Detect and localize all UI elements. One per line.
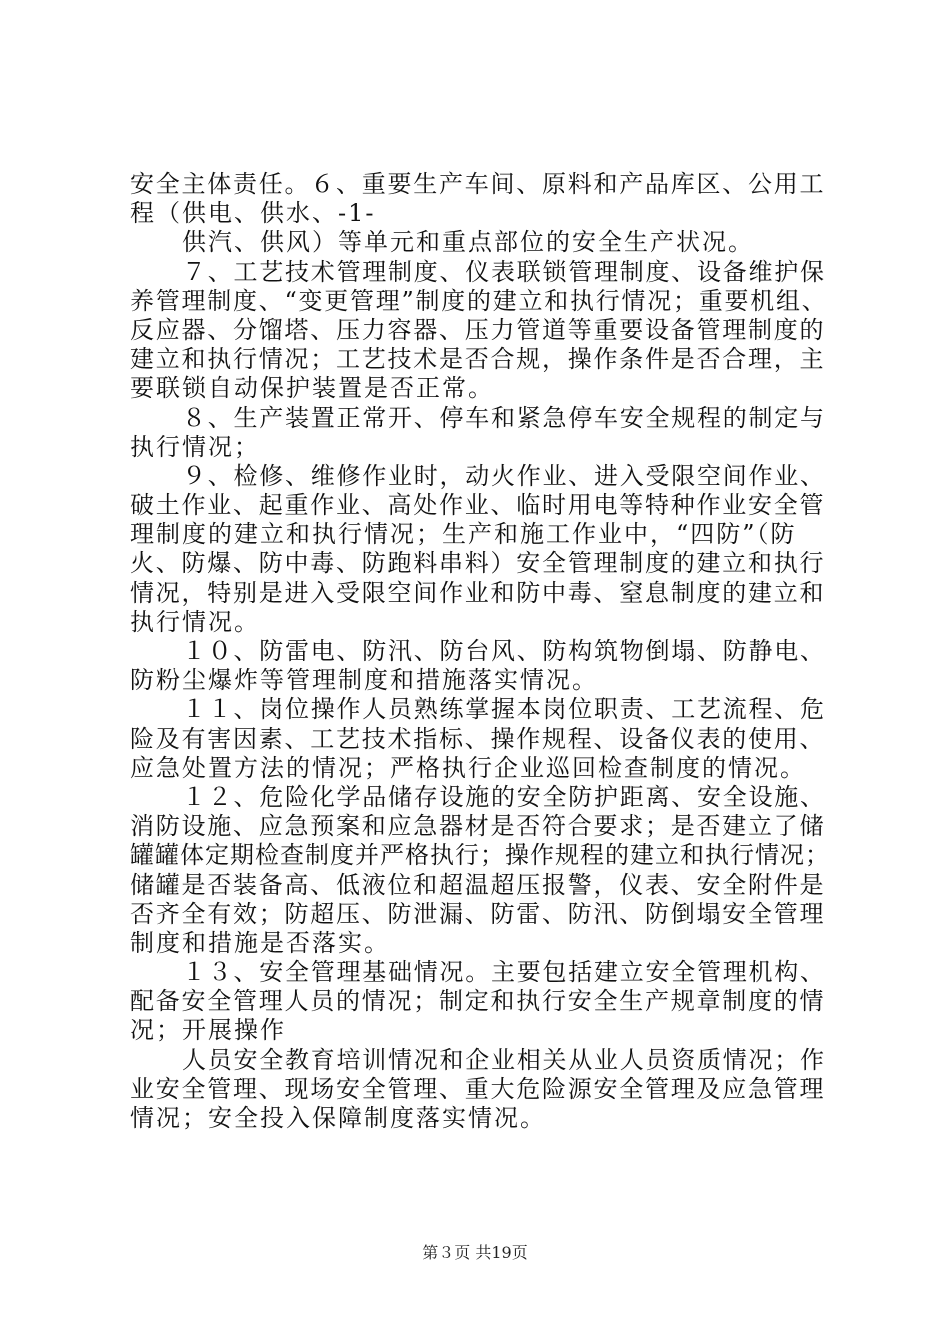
text-line: １０、防雷电、防汛、防台风、防构筑物倒塌、防静电、 xyxy=(182,637,826,665)
text-line: 执行情况； xyxy=(130,432,260,461)
text-line: 执行情况。 xyxy=(130,607,260,636)
text-line: 供汽、供风）等单元和重点部位的安全生产状况。 xyxy=(182,228,754,257)
text-line: １１、岗位操作人员熟练掌握本岗位职责、工艺流程、危 xyxy=(182,695,826,724)
text-line: １３、安全管理基础情况。主要包括建立安全管理机构、 xyxy=(182,958,826,987)
document-body xyxy=(130,170,830,1133)
text-line: ７、工艺技术管理制度、仪表联锁管理制度、设备维护保 xyxy=(182,257,826,286)
text-line: 反应器、分馏塔、压力容器、压力管道等重要设备管理制度的 xyxy=(130,315,826,344)
text-line: 储罐是否装备高、低液位和超温超压报警，仪表、安全附件是 xyxy=(130,870,826,899)
text-line: 理制度的建立和执行情况；生产和施工作业中，“四防”（防 xyxy=(130,520,797,549)
text-line: 制度和措施是否落实。 xyxy=(130,928,390,957)
text-line: 安全主体责任。６、重要生产车间、原料和产品库区、公用工 xyxy=(130,170,826,198)
text-line: ８、生产装置正常开、停车和紧急停车安全规程的制定与 xyxy=(182,403,826,432)
text-line: 程（供电、供水、-1- xyxy=(130,199,376,228)
text-line: 防粉尘爆炸等管理制度和措施落实情况。 xyxy=(130,666,598,695)
text-line: 险及有害因素、工艺技术指标、操作规程、设备仪表的使用、 xyxy=(130,724,826,753)
text-line: 破土作业、起重作业、高处作业、临时用电等特种作业安全管 xyxy=(130,491,826,520)
text-line: 情况；安全投入保障制度落实情况。 xyxy=(130,1104,546,1132)
text-line: 配备安全管理人员的情况；制定和执行安全生产规章制度的情 xyxy=(130,987,826,1016)
text-line: 要联锁自动保护装置是否正常。 xyxy=(130,374,494,403)
text-line: ９、检修、维修作业时，动火作业、进入受限空间作业、 xyxy=(182,461,826,490)
text-line: 况；开展操作 xyxy=(130,1016,286,1045)
text-line: 人员安全教育培训情况和企业相关从业人员资质情况；作 xyxy=(182,1045,826,1074)
text-line: 建立和执行情况；工艺技术是否合规，操作条件是否合理，主 xyxy=(130,345,826,374)
text-line: 业安全管理、现场安全管理、重大危险源安全管理及应急管理 xyxy=(130,1074,826,1103)
text-line: 消防设施、应急预案和应急器材是否符合要求；是否建立了储 xyxy=(130,812,826,841)
text-line: １２、危险化学品储存设施的安全防护距离、安全设施、 xyxy=(182,782,826,811)
page-footer: 第３页 共19页 xyxy=(422,1243,528,1262)
text-line: 养管理制度、“变更管理”制度的建立和执行情况；重要机组、 xyxy=(130,286,828,315)
text-line: 罐罐体定期检查制度并严格执行；操作规程的建立和执行情况； xyxy=(130,841,830,870)
text-line: 否齐全有效；防超压、防泄漏、防雷、防汛、防倒塌安全管理 xyxy=(130,899,826,928)
text-line: 情况，特别是进入受限空间作业和防中毒、窒息制度的建立和 xyxy=(130,578,826,607)
text-line: 火、防爆、防中毒、防跑料串料）安全管理制度的建立和执行 xyxy=(130,549,826,578)
text-line: 应急处置方法的情况；严格执行企业巡回检查制度的情况。 xyxy=(130,753,806,782)
